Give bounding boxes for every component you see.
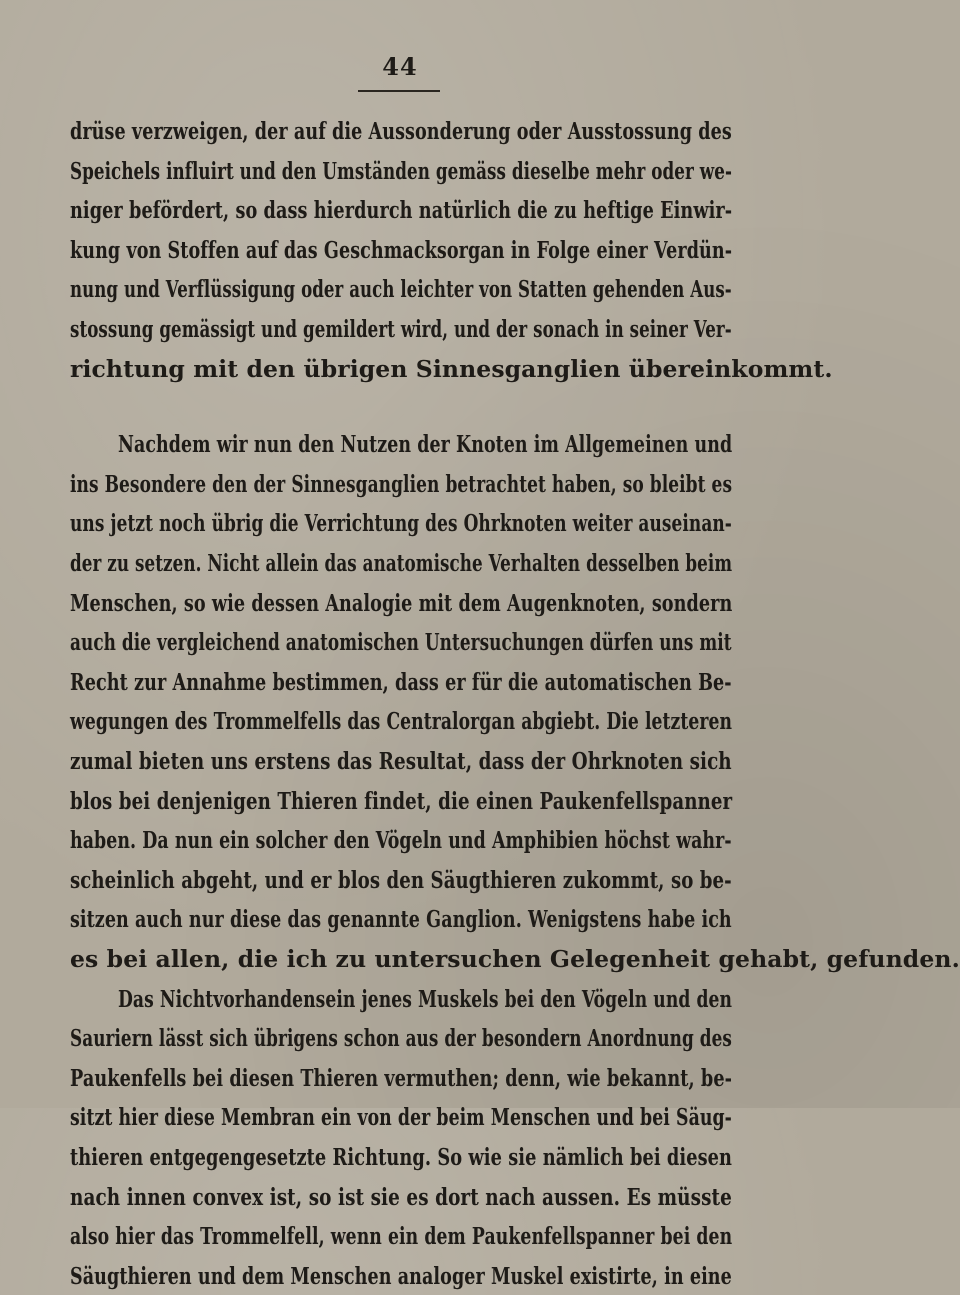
text-line: zumal bieten uns erstens das Resultat, dass der Ohrknoten sich	[70, 747, 732, 775]
text-line: scheinlich abgeht, und er blos den Säugthieren zukommt, so be-	[70, 866, 732, 894]
text-line: kung von Stoffen auf das Geschmacksorgan in Folge einer Verdün-	[70, 236, 733, 264]
text-line: auch die vergleichend anatomischen Untersuchungen dürfen uns mit	[70, 628, 732, 656]
text-line: stossung gemässigt und gemildert wird, und der sonach in seiner Ver-	[70, 315, 732, 343]
text-line: uns jetzt noch übrig die Verrichtung des Ohrknoten weiter auseinan-	[70, 509, 732, 537]
text-line: Paukenfells bei diesen Thieren vermuthen; denn, wie bekannt, be-	[70, 1064, 733, 1092]
text-line: sitzt hier diese Membran ein von der beim Menschen und bei Säug-	[70, 1103, 732, 1131]
text-line: nung und Verflüssigung oder auch leichter von Statten gehenden Aus-	[70, 275, 732, 303]
text-line: es bei allen, die ich zu untersuchen Gelegenheit gehabt, gefunden.	[70, 945, 960, 973]
text-line: haben. Da nun ein solcher den Vögeln und Amphibien höchst wahr-	[70, 826, 732, 854]
text-line: sitzen auch nur diese das genannte Ganglion. Wenigstens habe ich	[70, 905, 732, 933]
text-line: nach innen convex ist, so ist sie es dort nach aussen. Es müsste	[70, 1183, 732, 1211]
text-line: thieren entgegengesetzte Richtung. So wie sie nämlich bei diesen	[70, 1143, 733, 1171]
text-line: also hier das Trommelfell, wenn ein dem Paukenfellspanner bei den	[70, 1222, 733, 1250]
text-line: Säugthieren und dem Menschen analoger Muskel existirte, in eine	[70, 1262, 732, 1290]
text-line: drüse verzweigen, der auf die Aussonderung oder Ausstossung des	[70, 117, 732, 145]
text-line: wegungen des Trommelfells das Centralorgan abgiebt. Die letzteren	[70, 707, 733, 735]
text-line: Speichels influirt und den Umständen gemäss dieselbe mehr oder we-	[70, 157, 732, 185]
text-line: Das Nichtvorhandensein jenes Muskels bei den Vögeln und den	[118, 985, 733, 1013]
text-line: Nachdem wir nun den Nutzen der Knoten im Allgemeinen und	[118, 430, 733, 458]
text-line: Recht zur Annahme bestimmen, dass er für die automatischen Be-	[70, 668, 732, 696]
text-line: ins Besondere den der Sinnesganglien betrachtet haben, so bleibt es	[70, 470, 733, 498]
page-number: 44	[382, 52, 418, 81]
text-line: niger befördert, so dass hierdurch natürlich die zu heftige Einwir-	[70, 196, 733, 224]
text-line: der zu setzen. Nicht allein das anatomische Verhalten desselben beim	[70, 549, 733, 577]
text-line: blos bei denjenigen Thieren findet, die einen Paukenfellspanner	[70, 787, 733, 815]
text-line: Menschen, so wie dessen Analogie mit dem Augenknoten, sondern	[70, 589, 733, 617]
text-line: richtung mit den übrigen Sinnesganglien übereinkommt.	[70, 355, 833, 383]
text-line: Sauriern lässt sich übrigens schon aus der besondern Anordnung des	[70, 1024, 732, 1052]
